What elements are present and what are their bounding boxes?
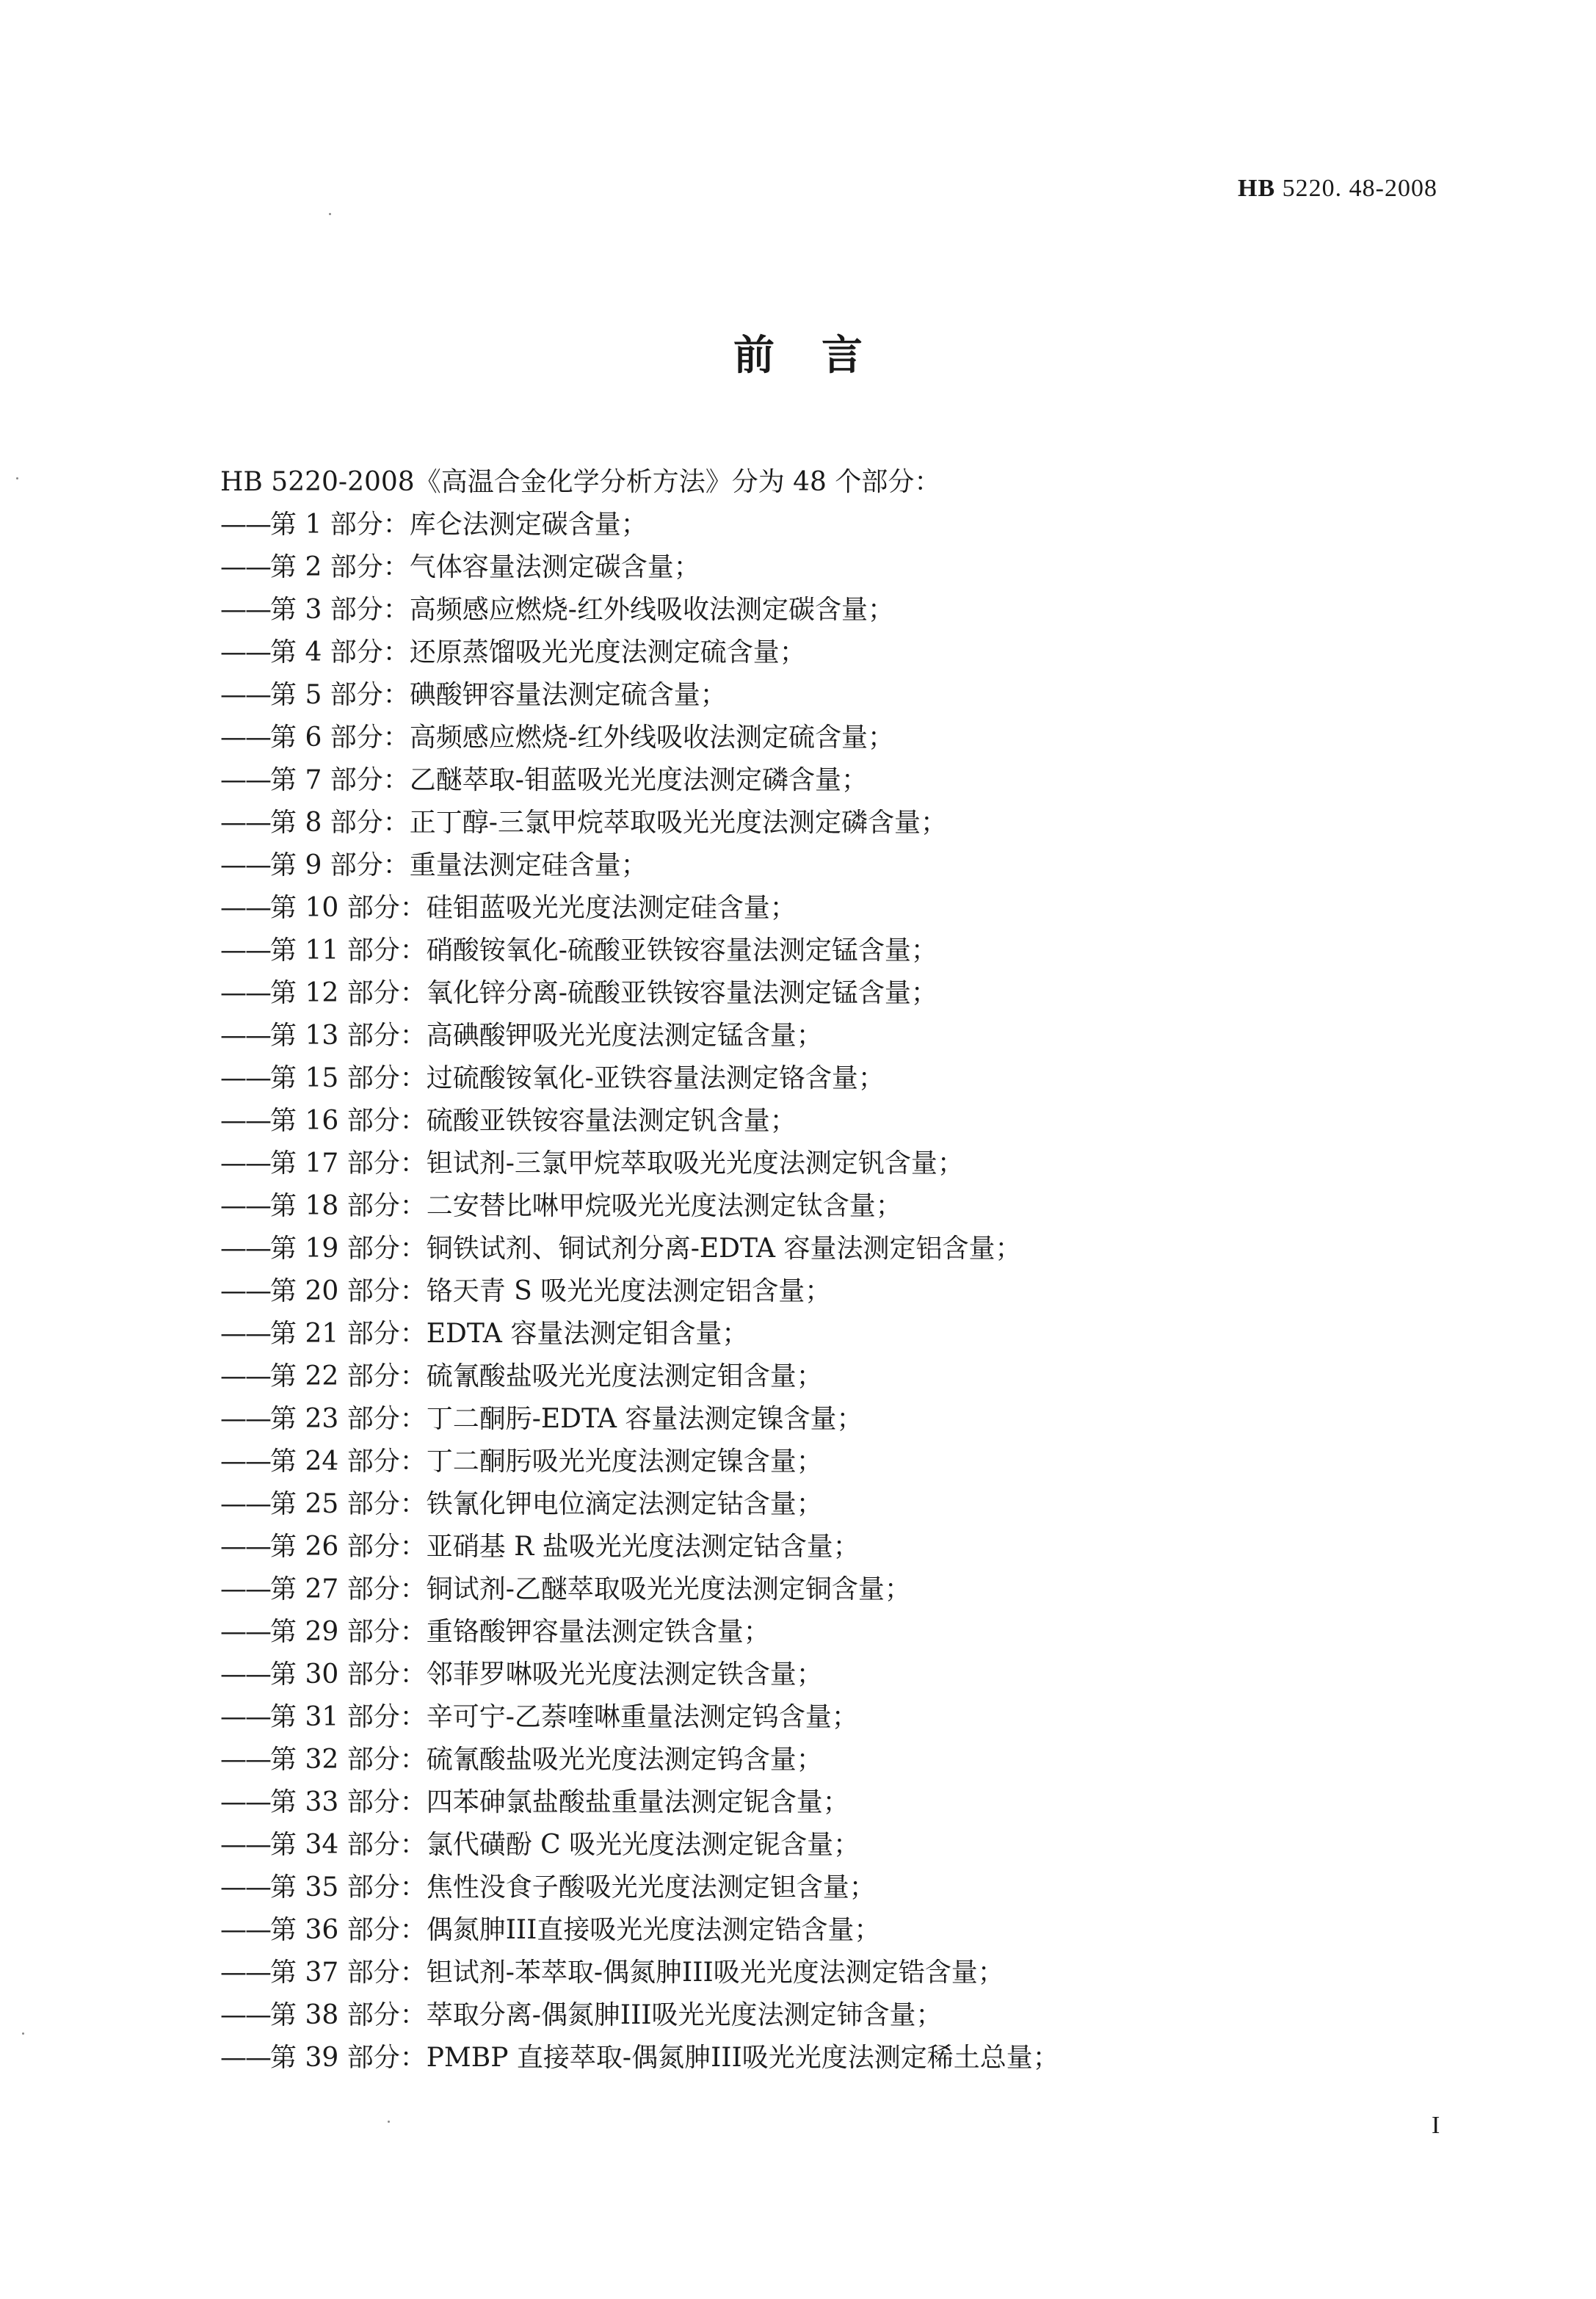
list-item <box>220 589 1059 631</box>
em-dash-icon: —— <box>220 1574 270 1604</box>
em-dash-icon: —— <box>220 2043 270 2073</box>
em-dash-icon: —— <box>220 1532 270 1562</box>
part-title: 硫氰酸盐吸光光度法测定钨含量； <box>426 1745 823 1775</box>
part-number: 第 13 部分： <box>270 1021 427 1051</box>
part-number: 第 24 部分： <box>270 1447 427 1477</box>
part-title: 铜铁试剂、铜试剂分离-EDTA 容量法测定铝含量； <box>426 1234 1022 1264</box>
part-title: 偶氮胂III直接吸光光度法测定锆含量； <box>426 1915 881 1945</box>
part-title: 高碘酸钾吸光光度法测定锰含量； <box>426 1021 823 1051</box>
part-title: 丁二酮肟吸光光度法测定镍含量； <box>426 1447 823 1477</box>
part-number: 第 12 部分： <box>270 978 427 1008</box>
part-number: 第 4 部分： <box>270 637 410 667</box>
list-item <box>220 1994 1059 2037</box>
em-dash-icon: —— <box>220 1830 270 1860</box>
list-item <box>220 1824 1059 1867</box>
part-title: 邻菲罗啉吸光光度法测定铁含量； <box>426 1659 823 1690</box>
part-number: 第 34 部分： <box>270 1830 427 1860</box>
part-title: 过硫酸铵氧化-亚铁容量法测定铬含量； <box>426 1063 885 1093</box>
em-dash-icon: —— <box>220 1276 270 1306</box>
part-title: 高频感应燃烧-红外线吸收法测定碳含量； <box>409 595 894 625</box>
page-title: 前言 <box>733 332 910 380</box>
list-item <box>220 802 1059 844</box>
part-number: 第 9 部分： <box>270 850 410 880</box>
em-dash-icon: —— <box>220 808 270 838</box>
part-number: 第 29 部分： <box>270 1617 427 1647</box>
list-item <box>220 546 1059 589</box>
em-dash-icon: —— <box>220 1148 270 1179</box>
part-number: 第 10 部分： <box>270 893 427 923</box>
list-item <box>220 1867 1059 1909</box>
part-number: 第 3 部分： <box>270 595 410 625</box>
part-title: 四苯砷氯盐酸盐重量法测定铌含量； <box>426 1787 849 1817</box>
list-item <box>220 1909 1059 1952</box>
em-dash-icon: —— <box>220 2000 270 2030</box>
part-title: PMBP 直接萃取-偶氮胂III吸光光度法测定稀土总量； <box>426 2043 1059 2073</box>
part-number: 第 23 部分： <box>270 1404 427 1434</box>
part-title: 氧化锌分离-硫酸亚铁铵容量法测定锰含量； <box>426 978 937 1008</box>
part-number: 第 33 部分： <box>270 1787 427 1817</box>
list-item <box>220 1398 1059 1441</box>
em-dash-icon: —— <box>220 1447 270 1477</box>
em-dash-icon: —— <box>220 935 270 966</box>
part-number: 第 16 部分： <box>270 1106 427 1136</box>
part-number: 第 21 部分： <box>270 1319 427 1349</box>
part-title: 铬天青 S 吸光光度法测定铝含量； <box>426 1276 832 1306</box>
list-item <box>220 1228 1059 1270</box>
part-title: 硝酸铵氧化-硫酸亚铁铵容量法测定锰含量； <box>426 935 937 966</box>
part-number: 第 26 部分： <box>270 1532 427 1562</box>
part-title: 二安替比啉甲烷吸光光度法测定钛含量； <box>426 1191 902 1221</box>
part-number: 第 19 部分： <box>270 1234 427 1264</box>
part-number: 第 2 部分： <box>270 552 410 582</box>
em-dash-icon: —— <box>220 1063 270 1093</box>
standard-code: 5220. 48-2008 <box>1282 175 1437 202</box>
list-item <box>220 1441 1059 1483</box>
part-number: 第 36 部分： <box>270 1915 427 1945</box>
em-dash-icon: —— <box>220 1745 270 1775</box>
part-title: 铜试剂-乙醚萃取吸光光度法测定铜含量； <box>426 1574 911 1604</box>
part-number: 第 27 部分： <box>270 1574 427 1604</box>
em-dash-icon: —— <box>220 723 270 753</box>
em-dash-icon: —— <box>220 1489 270 1519</box>
part-title: 硫氰酸盐吸光光度法测定钼含量； <box>426 1361 823 1391</box>
part-number: 第 1 部分： <box>270 510 410 540</box>
standard-prefix: HB <box>1238 175 1276 202</box>
part-number: 第 18 部分： <box>270 1191 427 1221</box>
em-dash-icon: —— <box>220 765 270 795</box>
part-number: 第 37 部分： <box>270 1958 427 1988</box>
list-item <box>220 1611 1059 1654</box>
list-item <box>220 1654 1059 1696</box>
list-item <box>220 1483 1059 1526</box>
intro-line: HB 5220-2008《高温合金化学分析方法》分为 48 个部分： <box>220 467 941 497</box>
page-number: I <box>1432 2112 1440 2139</box>
list-item <box>220 1952 1059 1994</box>
part-number: 第 31 部分： <box>270 1702 427 1732</box>
part-title: 丁二酮肟-EDTA 容量法测定镍含量； <box>426 1404 863 1434</box>
list-item <box>220 972 1059 1015</box>
part-title: 正丁醇-三氯甲烷萃取吸光光度法测定磷含量； <box>409 808 947 838</box>
part-number: 第 39 部分： <box>270 2043 427 2073</box>
list-item <box>220 717 1059 759</box>
em-dash-icon: —— <box>220 1915 270 1945</box>
list-item <box>220 1270 1059 1313</box>
em-dash-icon: —— <box>220 850 270 880</box>
list-item <box>220 887 1059 930</box>
scan-speck <box>16 477 18 479</box>
list-item <box>220 631 1059 674</box>
part-number: 第 17 部分： <box>270 1148 427 1179</box>
part-title: 硅钼蓝吸光光度法测定硅含量； <box>426 893 797 923</box>
list-item <box>220 1568 1059 1611</box>
part-number: 第 20 部分： <box>270 1276 427 1306</box>
list-item <box>220 1526 1059 1568</box>
scan-speck <box>22 2032 24 2035</box>
em-dash-icon: —— <box>220 1404 270 1434</box>
part-number: 第 6 部分： <box>270 723 410 753</box>
list-item <box>220 759 1059 802</box>
part-title: 亚硝基 R 盐吸光光度法测定钴含量； <box>426 1532 860 1562</box>
em-dash-icon: —— <box>220 978 270 1008</box>
list-item <box>220 1057 1059 1100</box>
list-item <box>220 1015 1059 1057</box>
part-number: 第 30 部分： <box>270 1659 427 1690</box>
part-title: 气体容量法测定碳含量； <box>409 552 700 582</box>
em-dash-icon: —— <box>220 1319 270 1349</box>
em-dash-icon: —— <box>220 1234 270 1264</box>
part-title: 乙醚萃取-钼蓝吸光光度法测定磷含量； <box>409 765 868 795</box>
scan-speck <box>388 2121 390 2123</box>
em-dash-icon: —— <box>220 1787 270 1817</box>
part-number: 第 32 部分： <box>270 1745 427 1775</box>
list-item <box>220 1313 1059 1355</box>
list-item <box>220 1781 1059 1824</box>
list-item <box>220 1696 1059 1739</box>
list-item <box>220 504 1059 546</box>
part-number: 第 35 部分： <box>270 1872 427 1902</box>
em-dash-icon: —— <box>220 1702 270 1732</box>
standard-number <box>1238 175 1437 203</box>
part-number: 第 8 部分： <box>270 808 410 838</box>
em-dash-icon: —— <box>220 1958 270 1988</box>
em-dash-icon: —— <box>220 1106 270 1136</box>
list-item <box>220 1143 1059 1185</box>
part-title: 高频感应燃烧-红外线吸收法测定硫含量； <box>409 723 894 753</box>
part-title: 重量法测定硅含量； <box>409 850 648 880</box>
em-dash-icon: —— <box>220 680 270 710</box>
part-title: 重铬酸钾容量法测定铁含量； <box>426 1617 770 1647</box>
list-item <box>220 2037 1059 2079</box>
em-dash-icon: —— <box>220 1021 270 1051</box>
part-title: 萃取分离-偶氮胂III吸光光度法测定铈含量； <box>426 2000 943 2030</box>
part-title: 铁氰化钾电位滴定法测定钴含量； <box>426 1489 823 1519</box>
em-dash-icon: —— <box>220 637 270 667</box>
em-dash-icon: —— <box>220 510 270 540</box>
list-item <box>220 1739 1059 1781</box>
em-dash-icon: —— <box>220 1872 270 1902</box>
part-number: 第 38 部分： <box>270 2000 427 2030</box>
em-dash-icon: —— <box>220 1617 270 1647</box>
list-item <box>220 844 1059 887</box>
part-number: 第 7 部分： <box>270 765 410 795</box>
em-dash-icon: —— <box>220 552 270 582</box>
part-title: 还原蒸馏吸光光度法测定硫含量； <box>409 637 806 667</box>
parts-list <box>220 504 1059 2079</box>
part-number: 第 25 部分： <box>270 1489 427 1519</box>
part-title: 钽试剂-苯萃取-偶氮胂III吸光光度法测定锆含量； <box>426 1958 1004 1988</box>
part-title: 焦性没食子酸吸光光度法测定钽含量； <box>426 1872 876 1902</box>
list-item <box>220 674 1059 717</box>
part-title: 氯代磺酚 C 吸光光度法测定铌含量； <box>426 1830 860 1860</box>
list-item <box>220 1100 1059 1143</box>
em-dash-icon: —— <box>220 1191 270 1221</box>
part-title: 钽试剂-三氯甲烷萃取吸光光度法测定钒含量； <box>426 1148 964 1179</box>
em-dash-icon: —— <box>220 595 270 625</box>
part-title: EDTA 容量法测定钼含量； <box>426 1319 749 1349</box>
list-item <box>220 1185 1059 1228</box>
part-number: 第 11 部分： <box>270 935 427 966</box>
em-dash-icon: —— <box>220 1659 270 1690</box>
part-number: 第 5 部分： <box>270 680 410 710</box>
part-title: 库仑法测定碳含量； <box>409 510 648 540</box>
part-number: 第 15 部分： <box>270 1063 427 1093</box>
list-item <box>220 930 1059 972</box>
part-number: 第 22 部分： <box>270 1361 427 1391</box>
part-title: 碘酸钾容量法测定硫含量； <box>409 680 727 710</box>
em-dash-icon: —— <box>220 1361 270 1391</box>
em-dash-icon: —— <box>220 893 270 923</box>
list-item <box>220 1355 1059 1398</box>
part-title: 硫酸亚铁铵容量法测定钒含量； <box>426 1106 797 1136</box>
scan-speck <box>329 213 331 215</box>
part-title: 辛可宁-乙萘喹啉重量法测定钨含量； <box>426 1702 858 1732</box>
